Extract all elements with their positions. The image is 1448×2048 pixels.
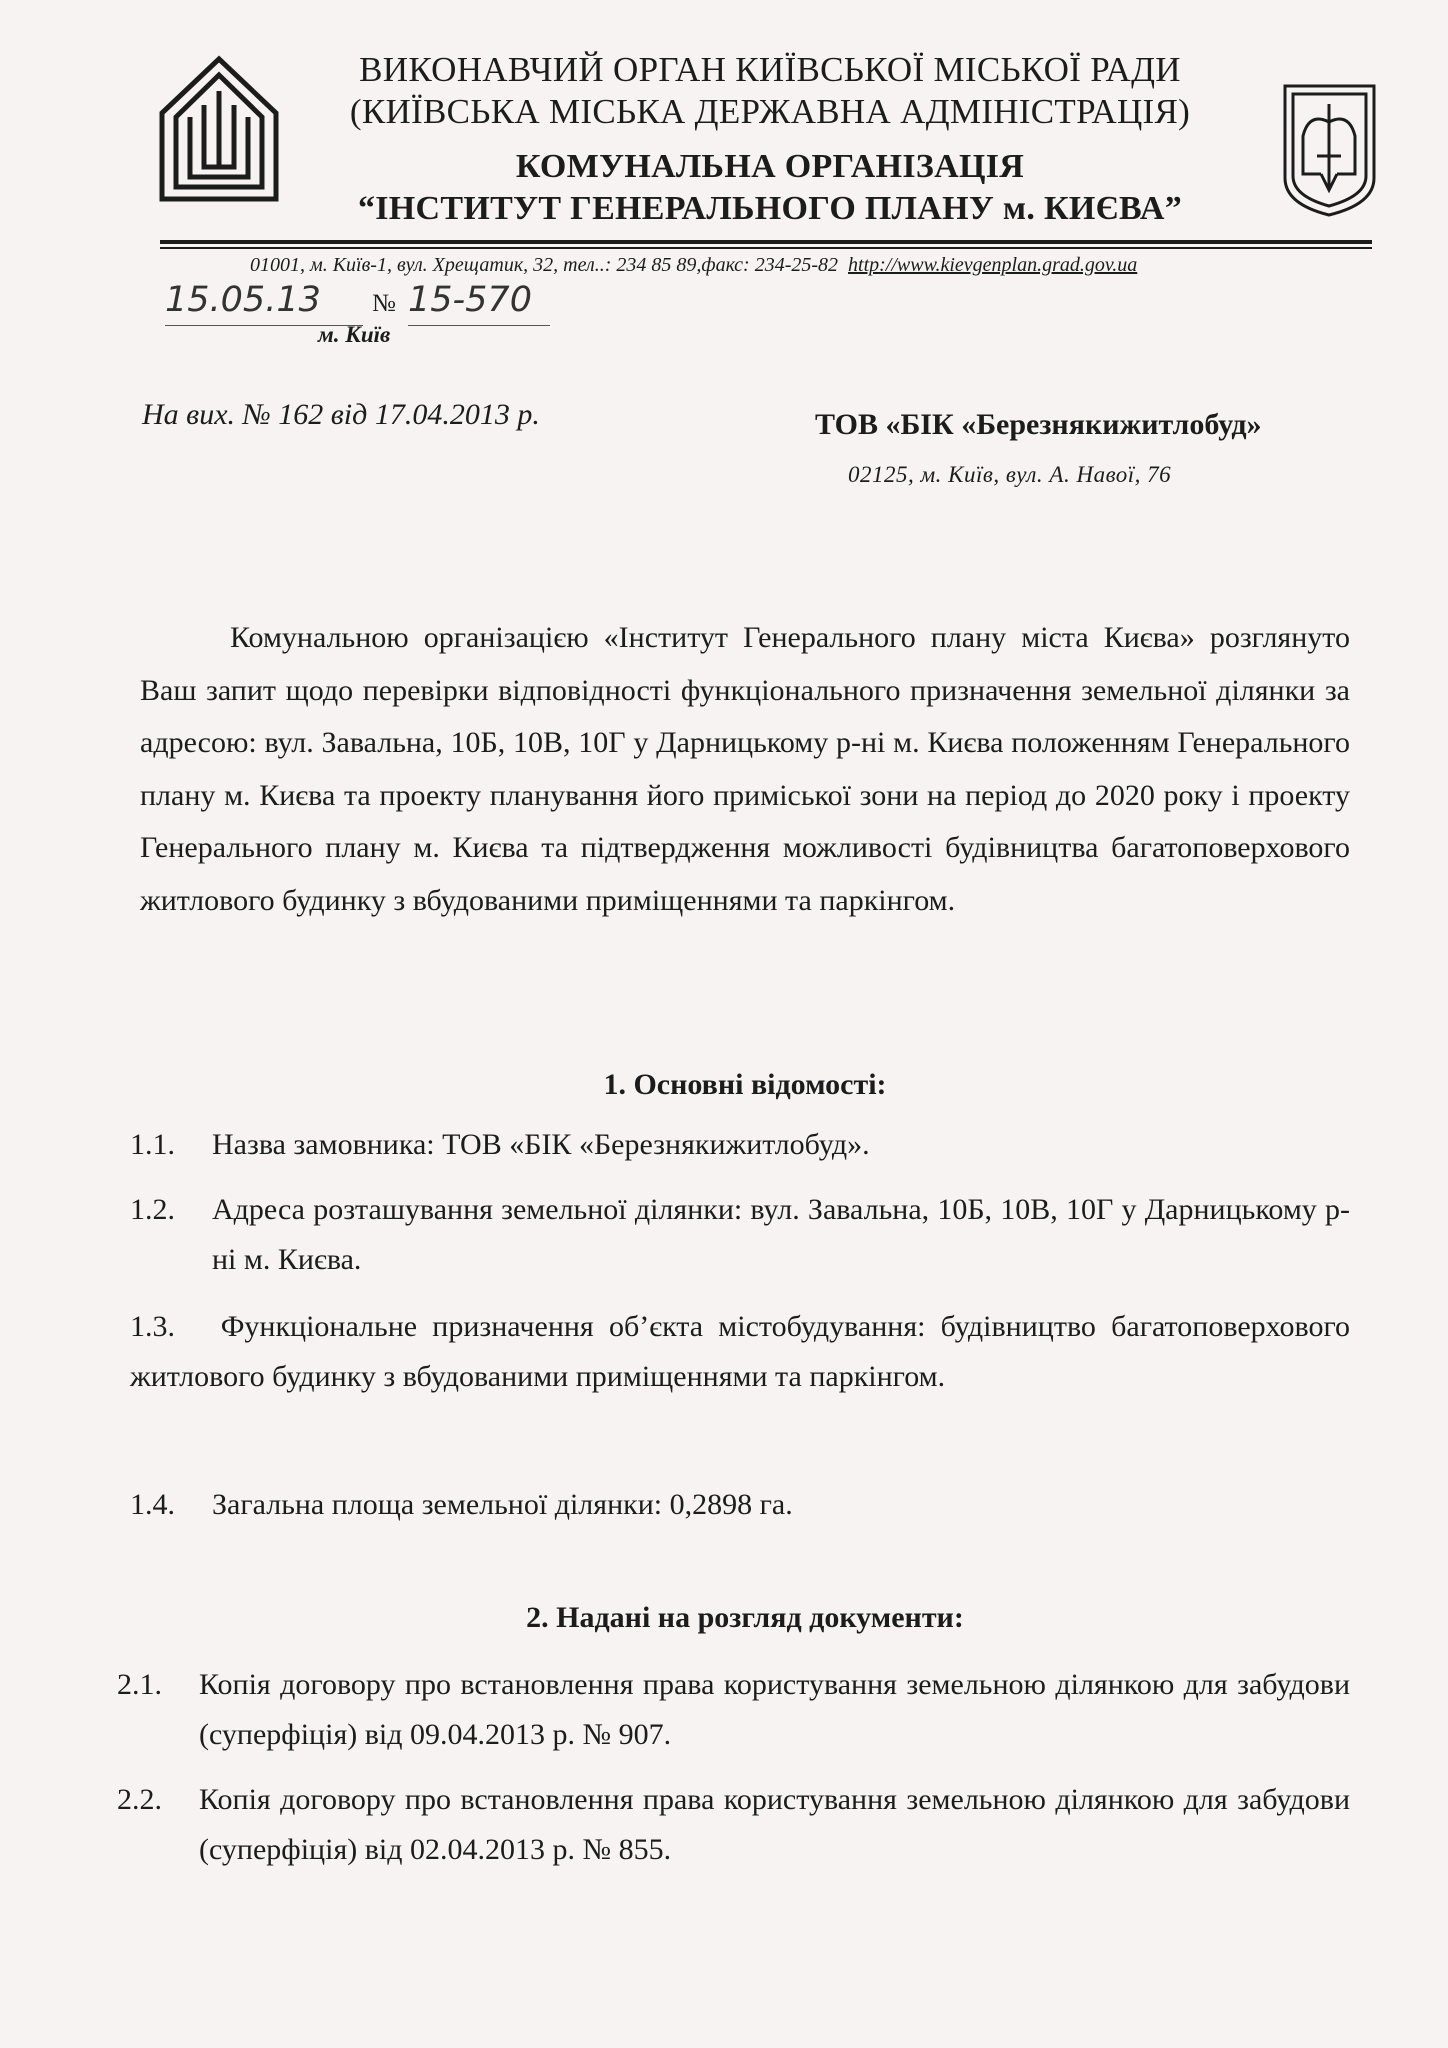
number-sign: № <box>372 290 396 317</box>
item-text: Назва замовника: ТОВ «БІК «Березнякижитлобуд». <box>212 1128 870 1161</box>
registration-number-value: 15-570 <box>408 280 532 320</box>
section1-title: 1. Основні відомості: <box>603 1068 887 1101</box>
contact-line <box>250 250 1360 280</box>
website-link[interactable]: http://www.kievgenplan.grad.gov.ua <box>848 254 1138 276</box>
authority-title-line1: ВИКОНАВЧИЙ ОРГАН КИЇВСЬКОЇ МІСЬКОЇ РАДИ <box>359 50 1181 89</box>
item-number: 2.2. <box>117 1783 162 1816</box>
list-item <box>117 1775 1350 1875</box>
recipient-name: ТОВ «БІК «Березнякижитлобуд» <box>815 408 1262 441</box>
item-text: Копія договору про встановлення права користування земельною ділянкою для забудови (суперфіція) від 09.04.2013 р. № 907. <box>199 1668 1350 1751</box>
item-text: Загальна площа земельної ділянки: 0,2898 га. <box>212 1488 793 1521</box>
coat-of-arms-icon <box>1281 82 1378 219</box>
registration-city: м. Київ <box>318 322 391 347</box>
item-text: Копія договору про встановлення права користування земельною ділянкою для забудови (суперфіція) від 02.04.2013 р. № 855. <box>199 1783 1350 1866</box>
intro-paragraph: Комунальною організацією «Інститут Генерального плану міста Києва» розглянуто Ваш запит щодо перевірки відповідності функціонального призначення земельної ділянки за адресою: вул. Завальна, 10Б, 10В, 10Г у Дарницькому р-ні м. Києва положенням Генерального плану м. Києва та проекту планування його приміської зони на період до 2020 року і проекту Генерального плану м. Києва та підтвердження можливості будівництва багатоповерхового житлового будинку з вбудованими приміщеннями та паркінгом. <box>140 621 1350 917</box>
list-item <box>130 1120 1350 1170</box>
item-text-wrap <box>130 1302 1350 1402</box>
item-number: 1.2. <box>130 1193 175 1226</box>
recipient-address: 02125, м. Київ, вул. А. Навої, 76 <box>848 462 1172 487</box>
outgoing-reference: На вих. № 162 від 17.04.2013 р. <box>142 398 540 431</box>
list-item <box>117 1660 1350 1760</box>
header-divider-thin <box>160 247 1372 249</box>
section2-title: 2. Надані на розгляд документи: <box>526 1601 964 1634</box>
item-number: 2.1. <box>117 1668 162 1701</box>
item-text: Адреса розташування земельної ділянки: вул. Завальна, 10Б, 10В, 10Г у Дарницькому р-ні м. Києва. <box>212 1193 1350 1276</box>
registration-number <box>408 280 550 320</box>
institute-logo <box>158 55 280 203</box>
list-item <box>130 1302 1350 1402</box>
contact-address: 01001, м. Київ-1, вул. Хрещатик, 32, тел..: 234 85 89,факс: 234-25-82 <box>250 254 839 276</box>
header-divider <box>160 240 1372 244</box>
item-number: 1.3. <box>130 1310 175 1343</box>
list-item <box>130 1185 1350 1285</box>
item-number: 1.4. <box>130 1488 175 1521</box>
item-text: Функціональне призначення об’єкта містобудування: будівництво багатоповерхового житлового будинку з вбудованими приміщеннями та паркінгом. <box>130 1310 1351 1393</box>
registration-date-value: 15.05.13 <box>165 280 321 320</box>
organization-title-line1: КОМУНАЛЬНА ОРГАНІЗАЦІЯ <box>515 148 1025 185</box>
authority-title-line2: (КИЇВСЬКА МІСЬКА ДЕРЖАВНА АДМІНІСТРАЦІЯ) <box>349 92 1191 131</box>
registration-date <box>165 280 363 320</box>
list-item <box>130 1480 1350 1530</box>
organization-title-line2: “ІНСТИТУТ ГЕНЕРАЛЬНОГО ПЛАНУ м. КИЄВА” <box>357 190 1183 227</box>
item-number: 1.1. <box>130 1128 175 1161</box>
